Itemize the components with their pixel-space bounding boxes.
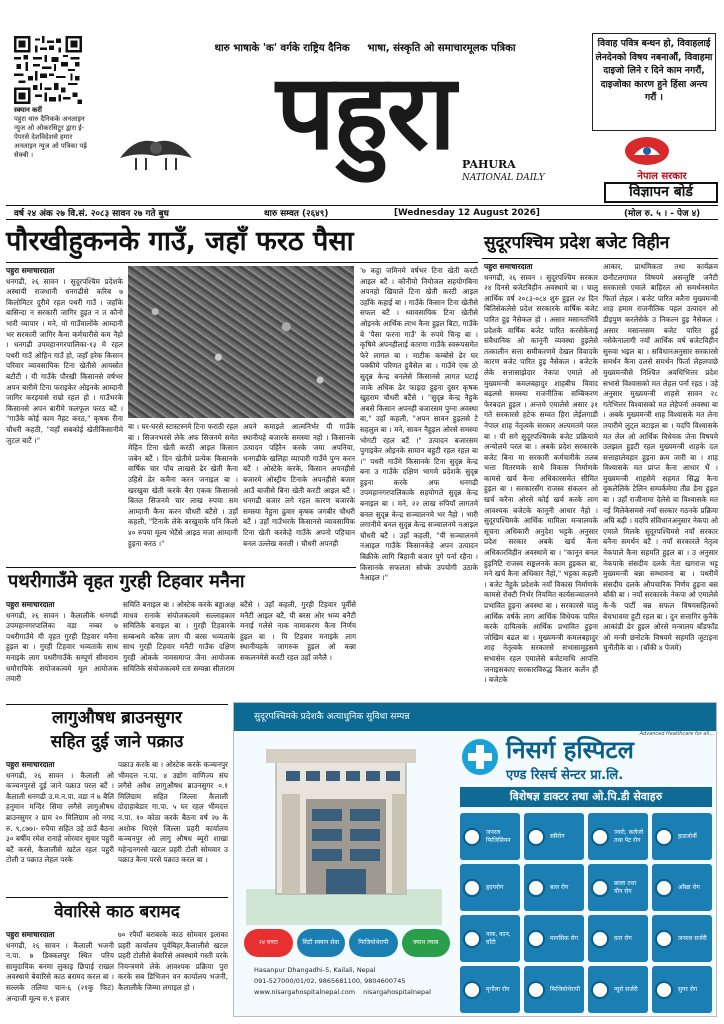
eye-icon xyxy=(655,879,673,897)
physio-icon xyxy=(527,981,545,999)
scalpel-icon xyxy=(655,930,673,948)
neuro-icon xyxy=(591,981,609,999)
story5-headline[interactable]: वेवारिसे काठ बरामद xyxy=(54,902,180,922)
story5-col1 xyxy=(6,930,114,1018)
hospital-advertisement[interactable] xyxy=(233,702,717,1017)
masthead-tagline: थारु भाषाके 'क' वर्गके राष्ट्रिय दैनिक भाषा, संस्कृति ओ समाचारमूलक पत्रिका xyxy=(214,43,516,54)
service-item: हृदयरोग xyxy=(460,864,520,911)
masthead-subtitle: NATIONAL DAILY xyxy=(462,173,545,183)
service-item: फिजियोथेरापी xyxy=(524,966,584,1013)
story1-byline: पहुरा समाचारदाता xyxy=(6,266,55,275)
service-item: सुगर रोग xyxy=(652,966,712,1013)
ad-badges xyxy=(244,929,450,957)
story4-byline: पहुरा समाचारदाता xyxy=(6,760,55,769)
story1-body-4: '७ कट्ठा जमिनमे वर्षभर टिना खेती करटी आइल बटैं । कौनीयो नियोजल सहयोगबिना अपनहो खियाले टिना खेती करटी आइल उहाँके कहाई बा । गाउँके किसान टिना खेतीसे सफल बटैं । ध्यावसायिक टिना खेतीसे ओइनके आर्थिक लाभ कैना हुइल बिटा, गाउँके बे 'पैसा फरना गाउँ' के रुपमे चिन्ह बा । कृषिमे अपनहीलाई कारणा गाउँके स्वरूपसमेत फेरे लागल बा । माटीक कम्बोसे ढेर घर पक्कीमे परिणत हुवैसेल बा । गाउँमे एक ठो सुदृन्न केन्द्र बनलेसे किसानसे लागत घटाई जाके अधिक ढेर फाइदा हुइना दुसर कृषक खुहराम चौधरी बटैंसे । "सुदृन्न केन्द्र नैहुके अबसे किसान अपनही बजारसम पुग्ना अवस्था बा," उहाँ कहली, "अपन सावन हुइलसे टे सहलुल बा । मने, सावन नैहुइल ओरसे समस्या भोगटी रहल बटैं ।" उत्पादन बजारसम पुगाइकेर ओइनके सामान बहुटी रहल रहल बा ।" पथरी गाउँमे किसानके टिना सुदृन्न केन्द्र बना उ गाउँके दक्षिण भागमे प्रदेशके सुदृन्न हुइना करके अफ धनगढी उपमहानगरपालिकाके सहयोगले सुदृन्न केन्द्र बनाइल बा । मने, २२ लाख रुपियाँ लागतमे बनल सुदृन्न केन्द्र सञ्चालनमे भर नैहो । भारी लगानीमे बनल सुदृन्न केन्द्र सञ्चालनमे नआइल चौधरी बटैं । उहाँ कहली, "यी सञ्चालनमे नआइल गाउँके किसानकेहे अपन उत्पादन बिक्रीके लागि बिहानी बजार पुगे पर्ना रहैना । किसानके सफलता सोच्के उपयोगी उठाके नैआइल ।" xyxy=(360,266,478,583)
story1-col1 xyxy=(6,266,123,566)
service-item: स्त्रीरोग xyxy=(524,813,584,860)
service-item: दन्त रोग xyxy=(588,915,648,962)
story3-byline: पहुरा समाचारदाता xyxy=(6,600,55,609)
kidney-icon xyxy=(463,981,481,999)
service-grid xyxy=(460,813,712,1013)
child-icon xyxy=(527,879,545,897)
dowry-notice: विवाह पवित्र बन्धन हो, विवाहलाई लेनदेनको विषय नबनाऔं, विवाहमा दाइजो लिने र दिने काम नगरौं, दाइजोका कारण हुने हिंसा अन्त्य गरौं । xyxy=(592,33,716,131)
story3-body-1: धनगढी, २६ सावन । कैलालीके धनगढी उपमहानगरपालिका वडा नम्बर ७ पथरीगाउँमे यी वृहत गुरही टिहवार मनैना हुइल बा । गुरही टिहवार भव्यताके साथ मनाइके लाग पथरीगाउँके सम्पूर्ण सीमाराम धमौरापिके सयोजकत्वमे मूल आयोजक तयारी xyxy=(6,610,118,684)
ad-address-line: Hasanpur Dhangadhi-5, Kailali, Nepal xyxy=(254,966,376,974)
badge-24hr: २४ घण्टा xyxy=(244,929,293,957)
ad-social[interactable]: nisargahospitalnepal xyxy=(363,988,431,996)
tooth-icon xyxy=(591,930,609,948)
liver-icon xyxy=(591,828,609,846)
hospital-name: निसर्ग हस्पिटल xyxy=(506,736,634,764)
brain-icon xyxy=(527,930,545,948)
ad-top-band: सुदूरपश्चिमके प्रदेशकै अत्याधुनिक सुविधा सम्पन्न xyxy=(234,703,717,731)
tinda-field-photo xyxy=(128,266,354,418)
story4-body-1: धनगढी, २६ सावन । कैलाली ओ कञ्चनपुरसे दुई जाने पक्राउ परल बटैं । कैलाली धनगढी उ.म.न.पा. वडा नं ७ बैलि हनुमान मन्दिर सिमा लगैसे लागुऔषध ब्राउनसुगर २ ग्राम २० मिलिग्राम ओ नगद रु. ९,८७७।- रुपैया सहित उहे ठाउँ बैठना ३० बर्षीय रमेश रानाहे जोरवार सुवार पहुरी बटैं करसे, कैलालीसे खटेल रहल पहुरी टोली उ पक्राउ लेहल परके xyxy=(6,770,114,865)
service-item: आँखा रोग xyxy=(652,864,712,911)
story4-col1 xyxy=(6,760,114,894)
service-item: मानसिक रोग xyxy=(524,915,584,962)
issue-price: (मोल रु. ५ । - पेज ४) xyxy=(624,208,701,219)
qr-code[interactable] xyxy=(14,36,82,104)
story2-col1 xyxy=(484,262,598,698)
service-item: जनरल सर्जरी xyxy=(652,915,712,962)
hospital-sub: एण्ड रिसर्च सेन्टर प्रा.लि. xyxy=(506,768,624,783)
story1-body-1: धनगढी, २६ सावन । सुदूरपश्चिम प्रदेशके अस्थायी राजधानी धनगढीसे करिब ७ किलोमिटर दुरीमे रहल पथरी गाउँ । जहाँके बासिन्दा न सरकारी जागिर हुइत न त कौनो भारी व्यापार । मने, यो गाउँवालोंके आम्दानी भर सरकारी जागिर कैना कर्मचारीसे कम नैहो । धनगढी उपमहानगरपालिका-१३ मे रहल पथरी गाउँ ओहिन गाउँ हो, जहाँ हरेक किसान परिवार व्यावसायिक टिना खेतीसे आयस्रोत बटौटी । यी गाउँके पौरखी किसानसे वर्षभर अपन बारीमे टिना फराइकेर ओइनके आम्दानी जागिर करइयासे राम्रो रहल हो । गाउँभरके किसानसे अपन बारीमे फलफूल फरठ बटैं । "गाउँके कोई काम नैहट करठ," कृषक रीना चौधरी कहठी, "यहाँ सबकोई खेतीकिसानीमे जुटल बाटैं ।" xyxy=(6,276,123,445)
story1-body-2: बा । घर-घरसे स्टास्टस्नमे टिना फराठी रहल बा । सिजनभरसे लेके अफ सिजनमे समेत मेहिन टिना खेती करठी आइल किसान जबेन बटैं । दिन खेतीमे प्रत्येक किसानके वार्षिक चार पाँच लाखसे ढेर खेती कैना उहिसे ढेर कमैना करन जनाइल बा । खरखुवा खेती करके बैरा एकक किसानसे बितल सिजनमे चार लाख रुपया सम आम्दानी कैना करन चौधरी बटैंसे । उहाँ कहली, "टिनाके लेके बरखुवाके पनि किलो ४० रुपया मूल्य भेटैंसे आइठ मजा आम्दानी हुइना करठ ।" xyxy=(128,422,238,548)
specialist-banner: विशेषज्ञ डाक्टर तथा ओ.पि.डी सेवाहरु xyxy=(460,787,712,807)
ad-phone: 091-527000/01/02, 9865681100, 9804600745 xyxy=(254,977,406,985)
story4-headline-line2[interactable]: सहित दुई जाने पक्राउ xyxy=(50,732,184,752)
story1-headline[interactable]: पौरखीहुकनके गाउँ, जहाँ फरठ पैसा xyxy=(6,226,354,257)
qr-caption-text: पहुरा थारु दैनिकके अनलाइन न्युज ओ ओकरसिटुर द्वारा ई-पेपरसे देशविदेशसे हमार अनलाइन न्युज ओ पत्रिका पह्रे सेक्बी । xyxy=(14,115,87,159)
badge-physio: फिजियोथेरापी xyxy=(349,929,398,957)
story1-body-3: अपने कमाइले आत्मनिर्भर यी गाउँके स्थानीयहे बजारके समस्या नहो । किसानके उत्पादन पहिरैन करके जमा अपनिया, धनगढीके खलिहा व्यापारी गाउँमे पुग्न करन बटैं । ओस्टेके करके, किसान अपनहीसे बजारमे ओस्ट्रीय टिनाके अपनहीसे बजार आउँ बाजीसे बिना खेती करटी आइल बटैं । धनगढी बजार लगे रहल कारण बजारके समस्या नैहुना ढुवार कृषक जगबीर चौधरी बटैं । उहाँ गाउँभरके किसानसे व्यावसायिक टिना खेती करकेहे गाउँके अपनो पहिचान बनल उल्लेख करली । चौधरी अपनही xyxy=(243,422,355,548)
stethoscope-icon xyxy=(463,828,481,846)
nepal-government-emblem-icon xyxy=(620,133,674,167)
service-item: छाला तथा यौन रोग xyxy=(588,864,648,911)
service-item: ज्वरो, कलेजो तथा पेट रोग xyxy=(588,813,648,860)
tharu-era: थारु सम्वत (२६४९) xyxy=(264,208,329,219)
issue-number: वर्ष २४ अंक २७ वि.सं. २०८३ सावन २७ गते बुध xyxy=(14,208,169,219)
story2-body-1: धनगढी, २६ सावन । सुदूरपश्चिम सरकार २४ दिनसे बजेटविहीन अवस्थामे बा । चालु आर्थिक वर्ष २०८३-०८४ शुरु हुइल २४ दिन बितिसेकलेसे प्रदेश सरकारके वार्षिक बजेट पारित हुइ नैसेकल हो । असार मसानतभित्रै प्रदेशके वार्षिक बजेट पारित करसेकेनाई संवैधानिक ओ कानूनी व्यवस्था हुइलेसे तत्कालीन सत्ता समीकरणमे देखल विवादके कारण बजेट पारित हुइ नैसेकल । बजेटके लेके सत्तासाझेदार नेकपा एमाले ओ मुख्यमन्त्री कमलबहादुर शाहबीच विवाद बढ़लसे समस्या राजनीतिक सम्बिकरण फेरबदल हुइल । अन्तमे एमालेसे असार ३१ गते सरकारसे हटेक सम्वत हिरा लेईलगाडी नेपाल शाह नेतृत्वके सरकार अल्पमतमे परल बा । यी सगे सुदूरपश्चिमके बजेट प्रक्रियामे अन्योलमे परल बा । अबके प्रदेश सरकारके बजेट बिना मा सरकारी कर्मचारीके तलब भत्ता वितरणके साथै विकास निर्माणके कामसे खर्च कैना अधिकारसमेत सीमित हुइल बा । सरकारसँग राजस्व संकलन ओ खर्च करैना ओरसे कोई खर्च करके लाग आवश्यक बजेटके कानूनी आधार नैहो । सुदूरपश्चिमके आर्थिक मामिला मन्त्रालयके सूचना अधिकारी अनुदेश भट्टके अनुसार प्रदेश सरकार अबके खर्च कैना अधिकारविहीन अवस्थामे बा । "कानून बनल हुइनिटि राजस्व सङ्कलनके काम हुइकल बा, मने खर्च कैना अधिकार नैहो," भट्टका कहली । बजेट नैहुके प्रदेशके नयाँ विकास निर्माणके कामसे रोक्टी निर्भर नियमित कार्यसञ्चालनमे प्रभावित हुइना अवस्था बा । सरकारसे चालु आर्थिक वर्षके लाग आर्थिक विधेयक पारित करके दायित्वके आर्थिक प्रभावित हुइना जोखिम बढल बा । मुख्यमन्त्री कमलबहादुर शाह नेतृत्वके सरकारसे सभासामूहसमे सभासेम रहल एमालेसे बजेटमाथि आपत्ति जनाइसकाए सरकारविरुद्ध कितार कर्लेन हौं । बजेटके xyxy=(484,272,598,685)
story2-byline: पहुरा समाचारदाता xyxy=(484,262,533,271)
story3-headline[interactable]: पथरीगाउँमे वृहत गुरही टिहवार मनैना xyxy=(8,571,245,592)
ad-board-label: विज्ञापन बोर्ड xyxy=(604,182,718,203)
story4-headline-line1[interactable]: लागुऔषध ब्राउनसुगर xyxy=(52,708,182,728)
service-item: नाक, कान, घाँटी xyxy=(460,915,520,962)
story2-headline[interactable]: सुदूरपश्चिम प्रदेश बजेट विहीन xyxy=(484,233,670,253)
ad-address xyxy=(254,965,454,998)
qr-caption xyxy=(14,106,94,160)
story3-body-3: बटैंसे । उहाँ कहली, गुरही टिहवार पूर्वीसे मनैटी आइल बटैं, यी बरस ओर भव्य बनैटी मनाई गलेसे नाक नामाकरण कैना निर्णय हुइल बा । यि टिहवार मनाइके लाग स्थानीयहके जागरुक हुइल ओ कन्ना सकलनमेसे करटी रहल उहाँ जनैलै । xyxy=(240,600,356,662)
ad-website[interactable]: www.nisargahospitalnepal.com xyxy=(254,988,356,996)
ent-icon xyxy=(463,930,481,948)
story5-byline: पहुरा समाचारदाता xyxy=(6,930,55,939)
service-item: मृगौला रोग xyxy=(460,966,520,1013)
story2-body-2: आकार, प्राथमिकता तथा कार्यक्रम छनौटलगायत विषयमे असन्तुष्टि जनैटी सरकारसे एमाले बाहिरल ओ समर्थनसमेत फिर्ता लेहल । बजेट पारित करैना मुख्यमन्त्री शाह हमाम राजनीतिक पहल उत्पादन ओ डीइपुण करलेसेके उ निकल्न हुइ नैसेकल । असार मसान्तसम बजेट पारित हुई नसेकेनालागी नयाँ आर्थिक वर्ष बजेटविहीन सुरुवा भइल बा । सविधानअनुसार सरकारसे समर्थन कैना दलसे समर्थन फिर्ता लेहलपाछे मुख्यमन्त्रीसे निश्चित अवधिभित्तर प्रदेश सभासे विश्वासको मत लेहल पर्ना रहठ । उहे अनुसार मुख्यमन्त्री शाहसे सावन २८ गतेभित्तर विश्वासको मत लेहेपर्ना अवस्था बा । अबके मुख्यमन्त्री शाह विश्वासके मत लेना तयारीमे लुट्ल बटाइल बा । यदपि विश्वासके मत लेल ओ आर्थिक विधेयक जेना विषयमे उलझल हुइटी रहल मुख्यमन्त्री शाहके दल सत्ताहालेवहार हुइना क्रम जारी बा । शाह विश्वासके मत प्राप्त कैना आधार भैं । मुख्यमन्त्री शाहसेमे सहमत सिद्ध कैना वुकलेलिके टेलिन सम्पर्कमेया तीव्र डेना हुइल बा । उहाँ राजीनामा देलेसे वा विश्वासके मत नई मिलेकेसमसे नयाँ सरकार गठनके प्रक्रिया अघि बढ़ी । यदपि संविधानअनुसार नेकपा ओ एमाले मिलके सुदूरपश्चिमसे नयाँ सरकार बनैना समर्थन बटैं । नयाँ सरकारले नेतृत्व नेकपाले कैना सहमति हुइल बा । उ अनुसार नेकपाके संसदीय दलके नेता खगराज भट्ट मुख्यमन्त्री बन्ना सम्भावना बा । पथरीमें संसदीय दलके औपचारिक निर्णय हुइना बस बाँकी बा । नयाँ सरकारके नेकपा ओ एमालेसे के-के पार्टी बन्न सफल विषयसहितको बेचभावमा हुटी रहल बा । दुन सत्तागिर कुनैके आकांडी ढेर हुइल ओरसे मन्त्रालय बाँडफाँड ओ मन्त्री छनोटके विषयमे सहमति जुटाइना चुनौतीके बा । (बाँकी ४ पेजमे) xyxy=(603,262,718,653)
masthead-title: पहुरा xyxy=(276,49,454,173)
gov-name: नेपाल सरकार xyxy=(637,171,687,182)
qr-caption-head: स्क्यान करीं xyxy=(14,106,42,114)
badge-ct-scan: सिटी स्क्यान सेवा xyxy=(297,929,346,957)
hospital-tagline: Advanced Healthcare for all... xyxy=(639,731,714,737)
story5-body-1: धनगढी, २६ सावन । कैलाली भजनी न.पा. ७ डिक्कलपुर स्थित परिय सामुदायिक बनमा लुकाइ छिपाई राखल अवस्थामे बेवारिसे काठ बरामद करल बा । सल्लके तलिया चान-६ (२१कु फिट) अन्दाजी मूल्य रु.९ हजार xyxy=(6,940,114,1003)
masthead-title-latin: PAHURA xyxy=(462,158,516,171)
skin-icon xyxy=(591,879,609,897)
badge-cath-lab: क्याथ ल्याब xyxy=(402,929,451,957)
story5-body-2: ७० रपैयाँ बराबरके काठ सोमवार इलाका प्रहरी कार्यालय पूर्वबिहर,कैलालीसे खटल प्रहरी टोलीसे बेवारिसे अवस्थामे गस्ती परके नियन्त्रणमे लेके आवश्यक प्रक्रिया पुरा करके सब डिभिजन वन कार्यालय भजनी, कैलालीके जिम्मा लगाइल हो । xyxy=(118,930,228,992)
service-item: हाडजोर्नी xyxy=(652,813,712,860)
story4-body-2: पक्राउ करके बा । ओस्टेक करके कञ्चनपुर भीमदत्त न.पा. ४ उद्योग वाणिज्य संघ लगैसे अवैध लागुऔषध ब्राउनसुगर ०.१ मिलिग्राम सहित जिल्ला कैलाली दोदाहाबेडार गा.पा. ५ घर रहल भीमदत्त न.पा. १० कोठा करके बैठना वर्ष २७ के अशोक थिएंसे जिल्ला प्रहरी कार्यालय कञ्चनपुर ओ लागु औषध ब्यूरो शाखा महेन्द्रनगरसे खटल प्रहरी टोली सोमवार उ पक्राउ कैना परसे पक्राउ करल बा । xyxy=(118,760,228,865)
story3-body-2: समिति बनाइल बा । ओस्टेक करके बड्डाअक्ष माधव रानाके संयोजकत्वमे सल्लाहकार समितिके बनाइल बा । गुरही टिहवारके सम्बन्धमे करैक लाग यी बरस भव्यताके साथ गुरही टिहवार मनैटी गाउँक दक्षिण गुरही ओकके नामसमाप्त जैना आयोजक समितिके संयोजकत्वमे रता सम्पन्ना सीताराम xyxy=(123,600,235,673)
service-item: जनरल फिजिसियन xyxy=(460,813,520,860)
story3-col1 xyxy=(6,600,118,702)
issue-info-bar xyxy=(6,205,718,220)
gynecology-icon xyxy=(527,828,545,846)
service-item: बाल रोग xyxy=(524,864,584,911)
service-item: न्यूरो सर्जरी xyxy=(588,966,648,1013)
hospital-logo-icon xyxy=(460,737,500,777)
hospital-building-icon xyxy=(246,739,442,925)
diabetes-icon xyxy=(655,981,673,999)
issue-date: [Wednesday 12 August 2026] xyxy=(394,207,540,218)
heart-icon xyxy=(463,879,481,897)
bone-icon xyxy=(655,828,673,846)
